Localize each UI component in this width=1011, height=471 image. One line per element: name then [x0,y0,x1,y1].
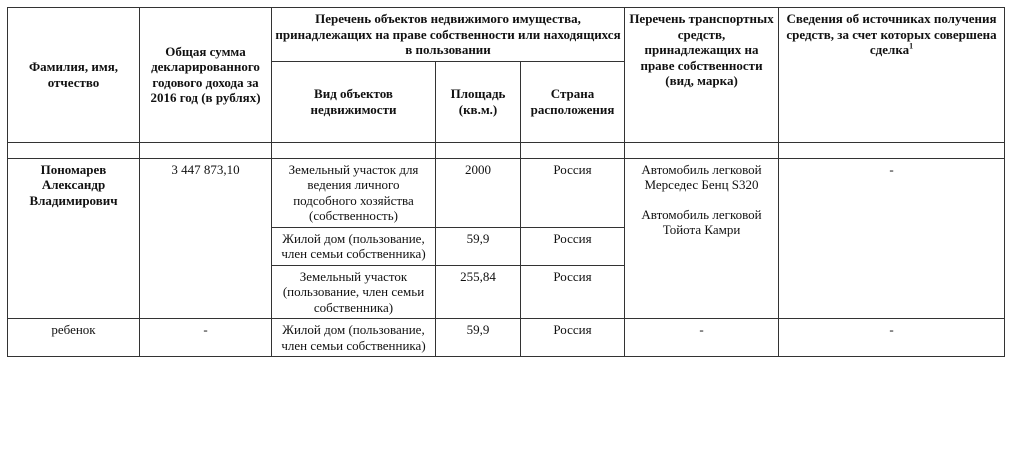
header-sources-text: Сведения об источниках получения средств, за счет которых совершена сделка [786,11,997,57]
separator-cell [8,142,140,158]
realty-type: Жилой дом (пользование, член семьи собственника) [272,227,436,265]
header-realty-type: Вид объектов недвижимости [272,61,436,142]
realty-area: 2000 [436,158,521,227]
realty-area: 255,84 [436,265,521,319]
declaration-table [7,7,1005,357]
realty-type: Жилой дом (пользование, член семьи собственника) [272,319,436,357]
realty-type: Земельный участок (пользование, член семьи собственника) [272,265,436,319]
vehicle-item: Автомобиль легковой Тойота Камри [641,206,762,237]
person-income: 3 447 873,10 [140,158,272,319]
table-row [8,158,1005,227]
sources-cell: - [779,158,1005,319]
header-country: Страна расположения [521,61,625,142]
realty-area: 59,9 [436,319,521,357]
separator-cell [272,142,436,158]
separator-cell [436,142,521,158]
header-sources-footnote: 1 [909,41,914,51]
header-fio: Фамилия, имя, отчество [8,8,140,143]
header-realty-group: Перечень объектов недвижимого имущества, принадлежащих на праве собственности или находящихся в пользовании [272,8,625,62]
separator-row [8,142,1005,158]
header-sources [779,8,1005,143]
realty-country: Россия [521,227,625,265]
vehicle-item: Автомобиль легковой Мерседес Бенц S320 [641,161,762,192]
sources-cell: - [779,319,1005,357]
realty-country: Россия [521,158,625,227]
person-name: Пономарев Александр Владимирович [8,158,140,319]
vehicles-cell: - [625,319,779,357]
realty-area: 59,9 [436,227,521,265]
header-income: Общая сумма декларированного годового дохода за 2016 год (в рублях) [140,8,272,143]
separator-cell [625,142,779,158]
person-name: ребенок [8,319,140,357]
realty-country: Россия [521,319,625,357]
header-vehicles: Перечень транспортных средств, принадлежащих на праве собственности (вид, марка) [625,8,779,143]
header-row-1 [8,8,1005,62]
separator-cell [140,142,272,158]
person-income: - [140,319,272,357]
header-area: Площадь (кв.м.) [436,61,521,142]
vehicles-cell [625,158,779,319]
separator-cell [521,142,625,158]
table-row [8,319,1005,357]
separator-cell [779,142,1005,158]
realty-type: Земельный участок для ведения личного подсобного хозяйства (собственность) [272,158,436,227]
realty-country: Россия [521,265,625,319]
